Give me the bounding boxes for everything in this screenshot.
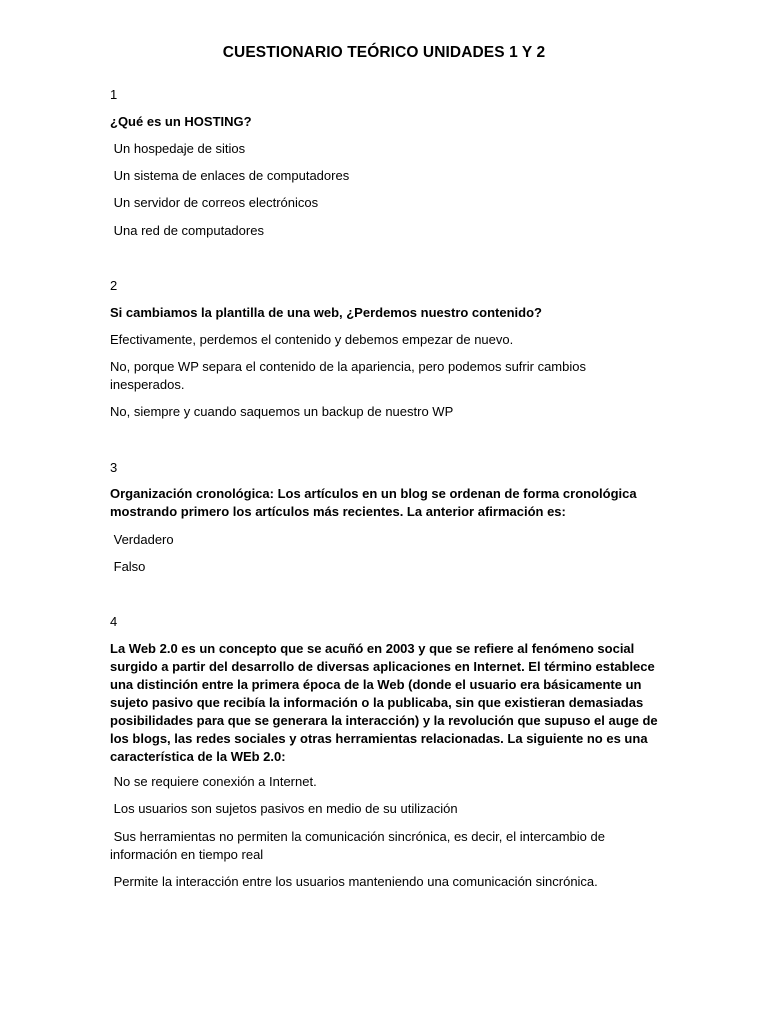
- question-2-text: Si cambiamos la plantilla de una web, ¿Perdemos nuestro contenido?: [110, 305, 542, 320]
- question-1-option-2: Un sistema de enlaces de computadores: [110, 168, 350, 183]
- question-2-option-1: Efectivamente, perdemos el contenido y debemos empezar de nuevo.: [110, 332, 514, 347]
- question-3-option-1: Verdadero: [110, 532, 174, 547]
- question-4-option-1: No se requiere conexión a Internet.: [110, 774, 317, 789]
- question-1-number: 1: [110, 87, 118, 102]
- question-1-option-3: Un servidor de correos electrónicos: [110, 195, 319, 210]
- question-3-option-2: Falso: [110, 559, 146, 574]
- question-3-text: Organización cronológica: Los artículos en un blog se ordenan de forma cronológica mostrando primero los artículos más recientes. La anterior afirmación es:: [110, 486, 637, 519]
- question-2-option-2: No, porque WP separa el contenido de la apariencia, pero podemos sufrir cambios inesperados.: [110, 359, 590, 392]
- question-4-text: La Web 2.0 es un concepto que se acuñó en 2003 y que se refiere al fenómeno social surgido a partir del desarrollo de diversas aplicaciones en Internet. El término establece una distinción entre la primera época de la Web (donde el usuario era básicamente un sujeto pasivo que recibía la información o la publicaba, sin que existieran demasiadas posibilidades para que se generara la interacción) y la revolución que supuso el auge de los blogs, las redes sociales y otras herramientas relacionadas. La siguiente no es una característica de la WEb 2.0:: [110, 641, 658, 764]
- question-4-option-3: Sus herramientas no permiten la comunicación sincrónica, es decir, el intercambio de información en tiempo real: [110, 829, 609, 862]
- question-4-option-2: Los usuarios son sujetos pasivos en medio de su utilización: [110, 801, 458, 816]
- question-4-option-4: Permite la interacción entre los usuarios manteniendo una comunicación sincrónica.: [110, 874, 598, 889]
- question-1-text: ¿Qué es un HOSTING?: [110, 114, 252, 129]
- page-title: CUESTIONARIO TEÓRICO UNIDADES 1 Y 2: [222, 44, 546, 61]
- question-3-number: 3: [110, 460, 118, 475]
- question-2-option-3: No, siempre y cuando saquemos un backup de nuestro WP: [110, 404, 454, 419]
- question-2-number: 2: [110, 278, 118, 293]
- question-1-option-4: Una red de computadores: [110, 223, 264, 238]
- question-4-number: 4: [110, 614, 118, 629]
- question-1-option-1: Un hospedaje de sitios: [110, 141, 246, 156]
